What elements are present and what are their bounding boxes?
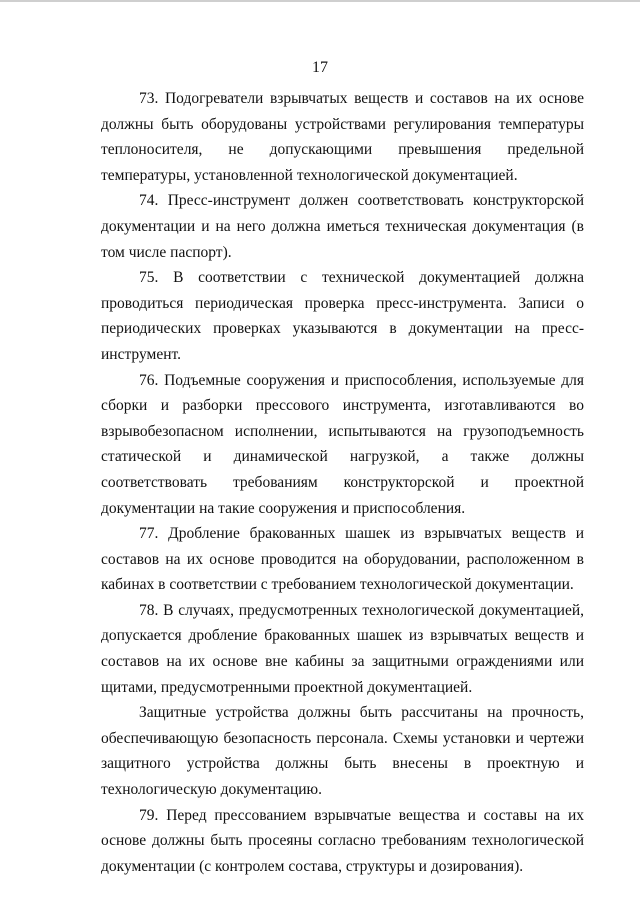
paragraph-78: 78. В случаях, предусмотренных технологической документацией, допускается дробление бракованных шашек из взрывчатых веществ и составов на их основе вне кабины за защитными ограждениями или щитами, предусмотренными проектной документацией.	[101, 601, 584, 696]
page-top-edge	[0, 0, 640, 2]
paragraph-79: 79. Перед прессованием взрывчатые вещества и составы на их основе должны быть просеяны согласно требованиям технологической документации (с контролем состава, структуры и дозирования).	[101, 806, 584, 875]
page-number: 17	[312, 59, 328, 76]
paragraph-78-continuation: Защитные устройства должны быть рассчитаны на прочность, обеспечивающую безопасность персонала. Схемы установки и чертежи защитного устройства должны быть внесены в проектную и технологическую документацию.	[101, 704, 584, 799]
paragraph-77: 77. Дробление бракованных шашек из взрывчатых веществ и составов на их основе проводится на оборудовании, расположенном в кабинах в соответствии с требованием технологической документации.	[101, 525, 584, 594]
paragraph-76: 76. Подъемные сооружения и приспособления, используемые для сборки и разборки прессового инструмента, изготавливаются во взрывобезопасном исполнении, испытываются на грузоподъемность статической и динамической нагрузкой, а также должны соответствовать требованиям конструкторской и проектной документации на такие сооружения и приспособления.	[101, 371, 584, 517]
paragraph-75: 75. В соответствии с технической документацией должна проводиться периодическая проверка пресс-инструмента. Записи о периодических проверках указываются в документации на пресс-инструмент.	[101, 269, 584, 363]
paragraph-74: 74. Пресс-инструмент должен соответствовать конструкторской документации и на него должна иметься техническая документация (в том числе паспорт).	[101, 192, 584, 261]
document-body	[101, 86, 584, 879]
paragraph-73: 73. Подогреватели взрывчатых веществ и составов на их основе должны быть оборудованы устройствами регулирования температуры теплоносителя, не допускающими превышения предельной температуры, установленной технологической документацией.	[101, 90, 584, 184]
